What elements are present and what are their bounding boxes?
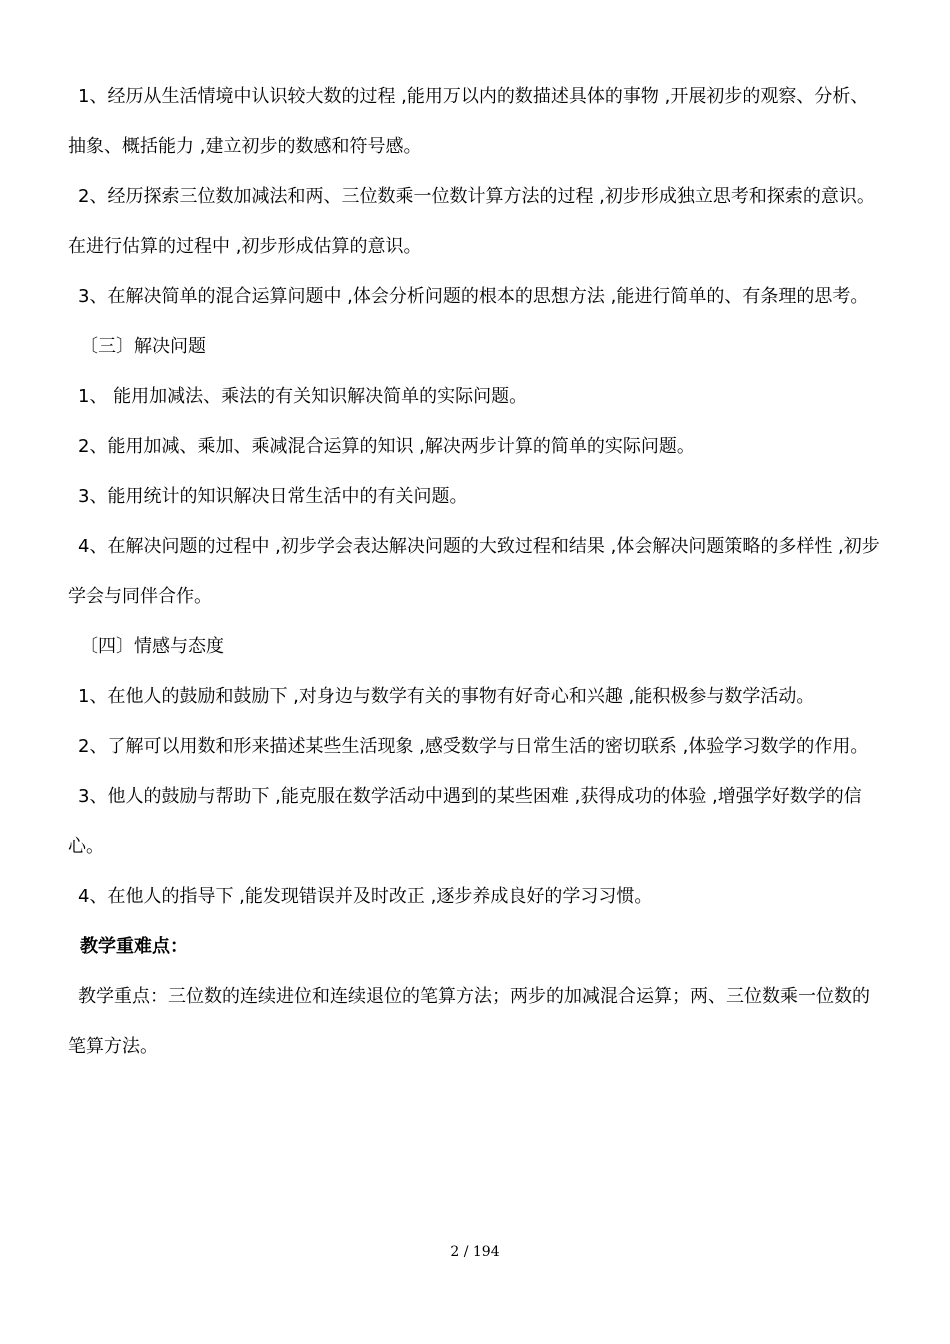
problem-solving-item-2: 2、能用加减、乘加、乘减混合运算的知识 ,解决两步计算的简单的实际问题。: [78, 436, 695, 457]
section-heading-problem-solving: 〔三〕解决问题: [80, 336, 206, 357]
emotion-item-2: 2、了解可以用数和形来描述某些生活现象 ,感受数学与日常生活的密切联系 ,体验学习数学的作用。: [78, 736, 869, 757]
key-points-paragraph: 教学重点：三位数的连续进位和连续退位的笔算方法；两步的加减混合运算；两、三位数乘一位数的笔算方法。: [68, 986, 870, 1057]
problem-solving-item-4: 4、在解决问题的过程中 ,初步学会表达解决问题的大致过程和结果 ,体会解决问题策略的多样性 ,初步学会与同伴合作。: [68, 536, 880, 607]
emotion-item-3: 3、他人的鼓励与帮助下 ,能克服在数学活动中遇到的某些困难 ,获得成功的体验 ,增强学好数学的信心。: [68, 786, 862, 857]
objective-paragraph-3: 3、在解决简单的混合运算问题中 ,体会分析问题的根本的思想方法 ,能进行简单的、有条理的思考。: [78, 286, 869, 307]
problem-solving-item-1: 1、 能用加减法、乘法的有关知识解决简单的实际问题。: [78, 386, 528, 407]
document-body: [68, 72, 886, 1072]
emotion-item-4: 4、在他人的指导下 ,能发现错误并及时改正 ,逐步养成良好的学习习惯。: [78, 886, 653, 907]
emotion-item-1: 1、在他人的鼓励和鼓励下 ,对身边与数学有关的事物有好奇心和兴趣 ,能积极参与数学活动。: [78, 686, 815, 707]
objective-paragraph-2: 2、经历探索三位数加减法和两、三位数乘一位数计算方法的过程 ,初步形成独立思考和探索的意识。在进行估算的过程中 ,初步形成估算的意识。: [68, 186, 875, 257]
objective-paragraph-1: 1、经历从生活情境中认识较大数的过程 ,能用万以内的数描述具体的事物 ,开展初步的观察、分析、抽象、概括能力 ,建立初步的数感和符号感。: [68, 86, 869, 157]
section-heading-emotion-attitude: 〔四〕情感与态度: [80, 636, 224, 657]
page-number: 2 / 194: [450, 1244, 500, 1260]
section-heading-key-points: 教学重难点：: [80, 936, 188, 957]
problem-solving-item-3: 3、能用统计的知识解决日常生活中的有关问题。: [78, 486, 468, 507]
